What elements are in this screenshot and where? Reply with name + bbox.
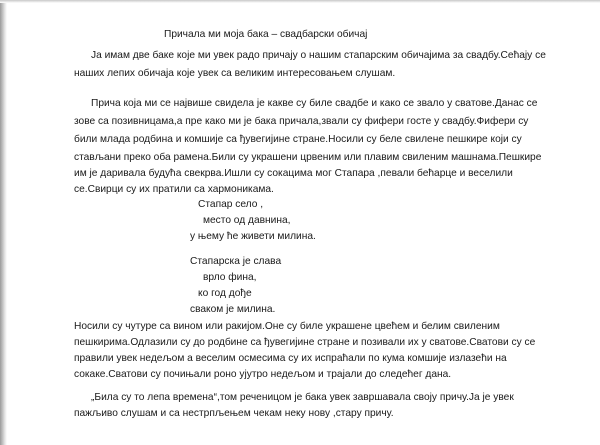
paragraph-4-line-2: пажљиво слушам и са нестрпљењем чекам неку нову ,стару причу. [74, 408, 394, 419]
paragraph-2-line-5: им је даривала будућа свекрва.Ишли су сокацима мог Стапара ,певали бећарце и веселили [74, 168, 513, 179]
poem-2-line-2: врло фина, [203, 272, 257, 283]
poem-2-line-3: ко год дође [198, 288, 252, 299]
scan-shadow-top [0, 0, 600, 3]
scan-shadow-left [0, 0, 7, 445]
poem-1-line-3: у њему ће живети милина. [190, 231, 316, 242]
poem-2-line-4: сваком је милина. [190, 304, 276, 315]
paragraph-4-line-1: „Била су то лепа времена“,том реченицом је бака увек завршавала своју причу.Ја је увек [91, 392, 514, 403]
paragraph-3-line-1: Носили су чутуре са вином или ракијом.Оне су биле украшене цвећем и белим свиленим [74, 321, 500, 332]
paragraph-2-line-3: били млада родбина и комшије са ђувегијине стране.Носили су беле свилене пешкире који су [74, 134, 522, 145]
paragraph-2-line-4: стављани преко оба рамена.Били су украшени црвеним или плавим свиленим машнама.Пешкире [74, 152, 542, 163]
paragraph-1-line-2: наших лепих обичаја које увек са великим интересовањем слушам. [74, 68, 396, 79]
paragraph-2-line-1: Прича која ми се највише свидела је какве су биле свадбе и како се звало у сватове.Данас се [91, 98, 538, 109]
paragraph-2-line-2: зове са позивницама,а пре како ми је бака причала,звали су фифери госте у свадбу.Фифери су [74, 116, 529, 127]
poem-2-line-1: Стапарска је слава [190, 256, 282, 267]
paragraph-1-line-1: Ја имам две баке које ми увек радо причају о нашим стапарским обичајима за свадбу.Сећају се [91, 50, 546, 61]
paragraph-3-line-2: пешкирима.Одлазили су до родбине са ђувегијине стране и позивали их у сватове.Сватови су се [74, 337, 536, 348]
poem-1-line-2: место од давнина, [203, 215, 291, 226]
paragraph-3-line-3: правили увек недељом а веселим осмесима су их испраћали по кума комшије излазећи на [74, 353, 507, 364]
poem-1-line-1: Стапар село , [198, 199, 264, 210]
document-title: Причала ми моја бака – свадбарски обичај [164, 29, 368, 40]
paragraph-2-line-6: се.Свирци су их пратили са хармоникама. [74, 184, 274, 195]
paragraph-3-line-4: сокаке.Сватови су почињали роно ујутро недељом и трајали до следећег дана. [74, 369, 452, 380]
